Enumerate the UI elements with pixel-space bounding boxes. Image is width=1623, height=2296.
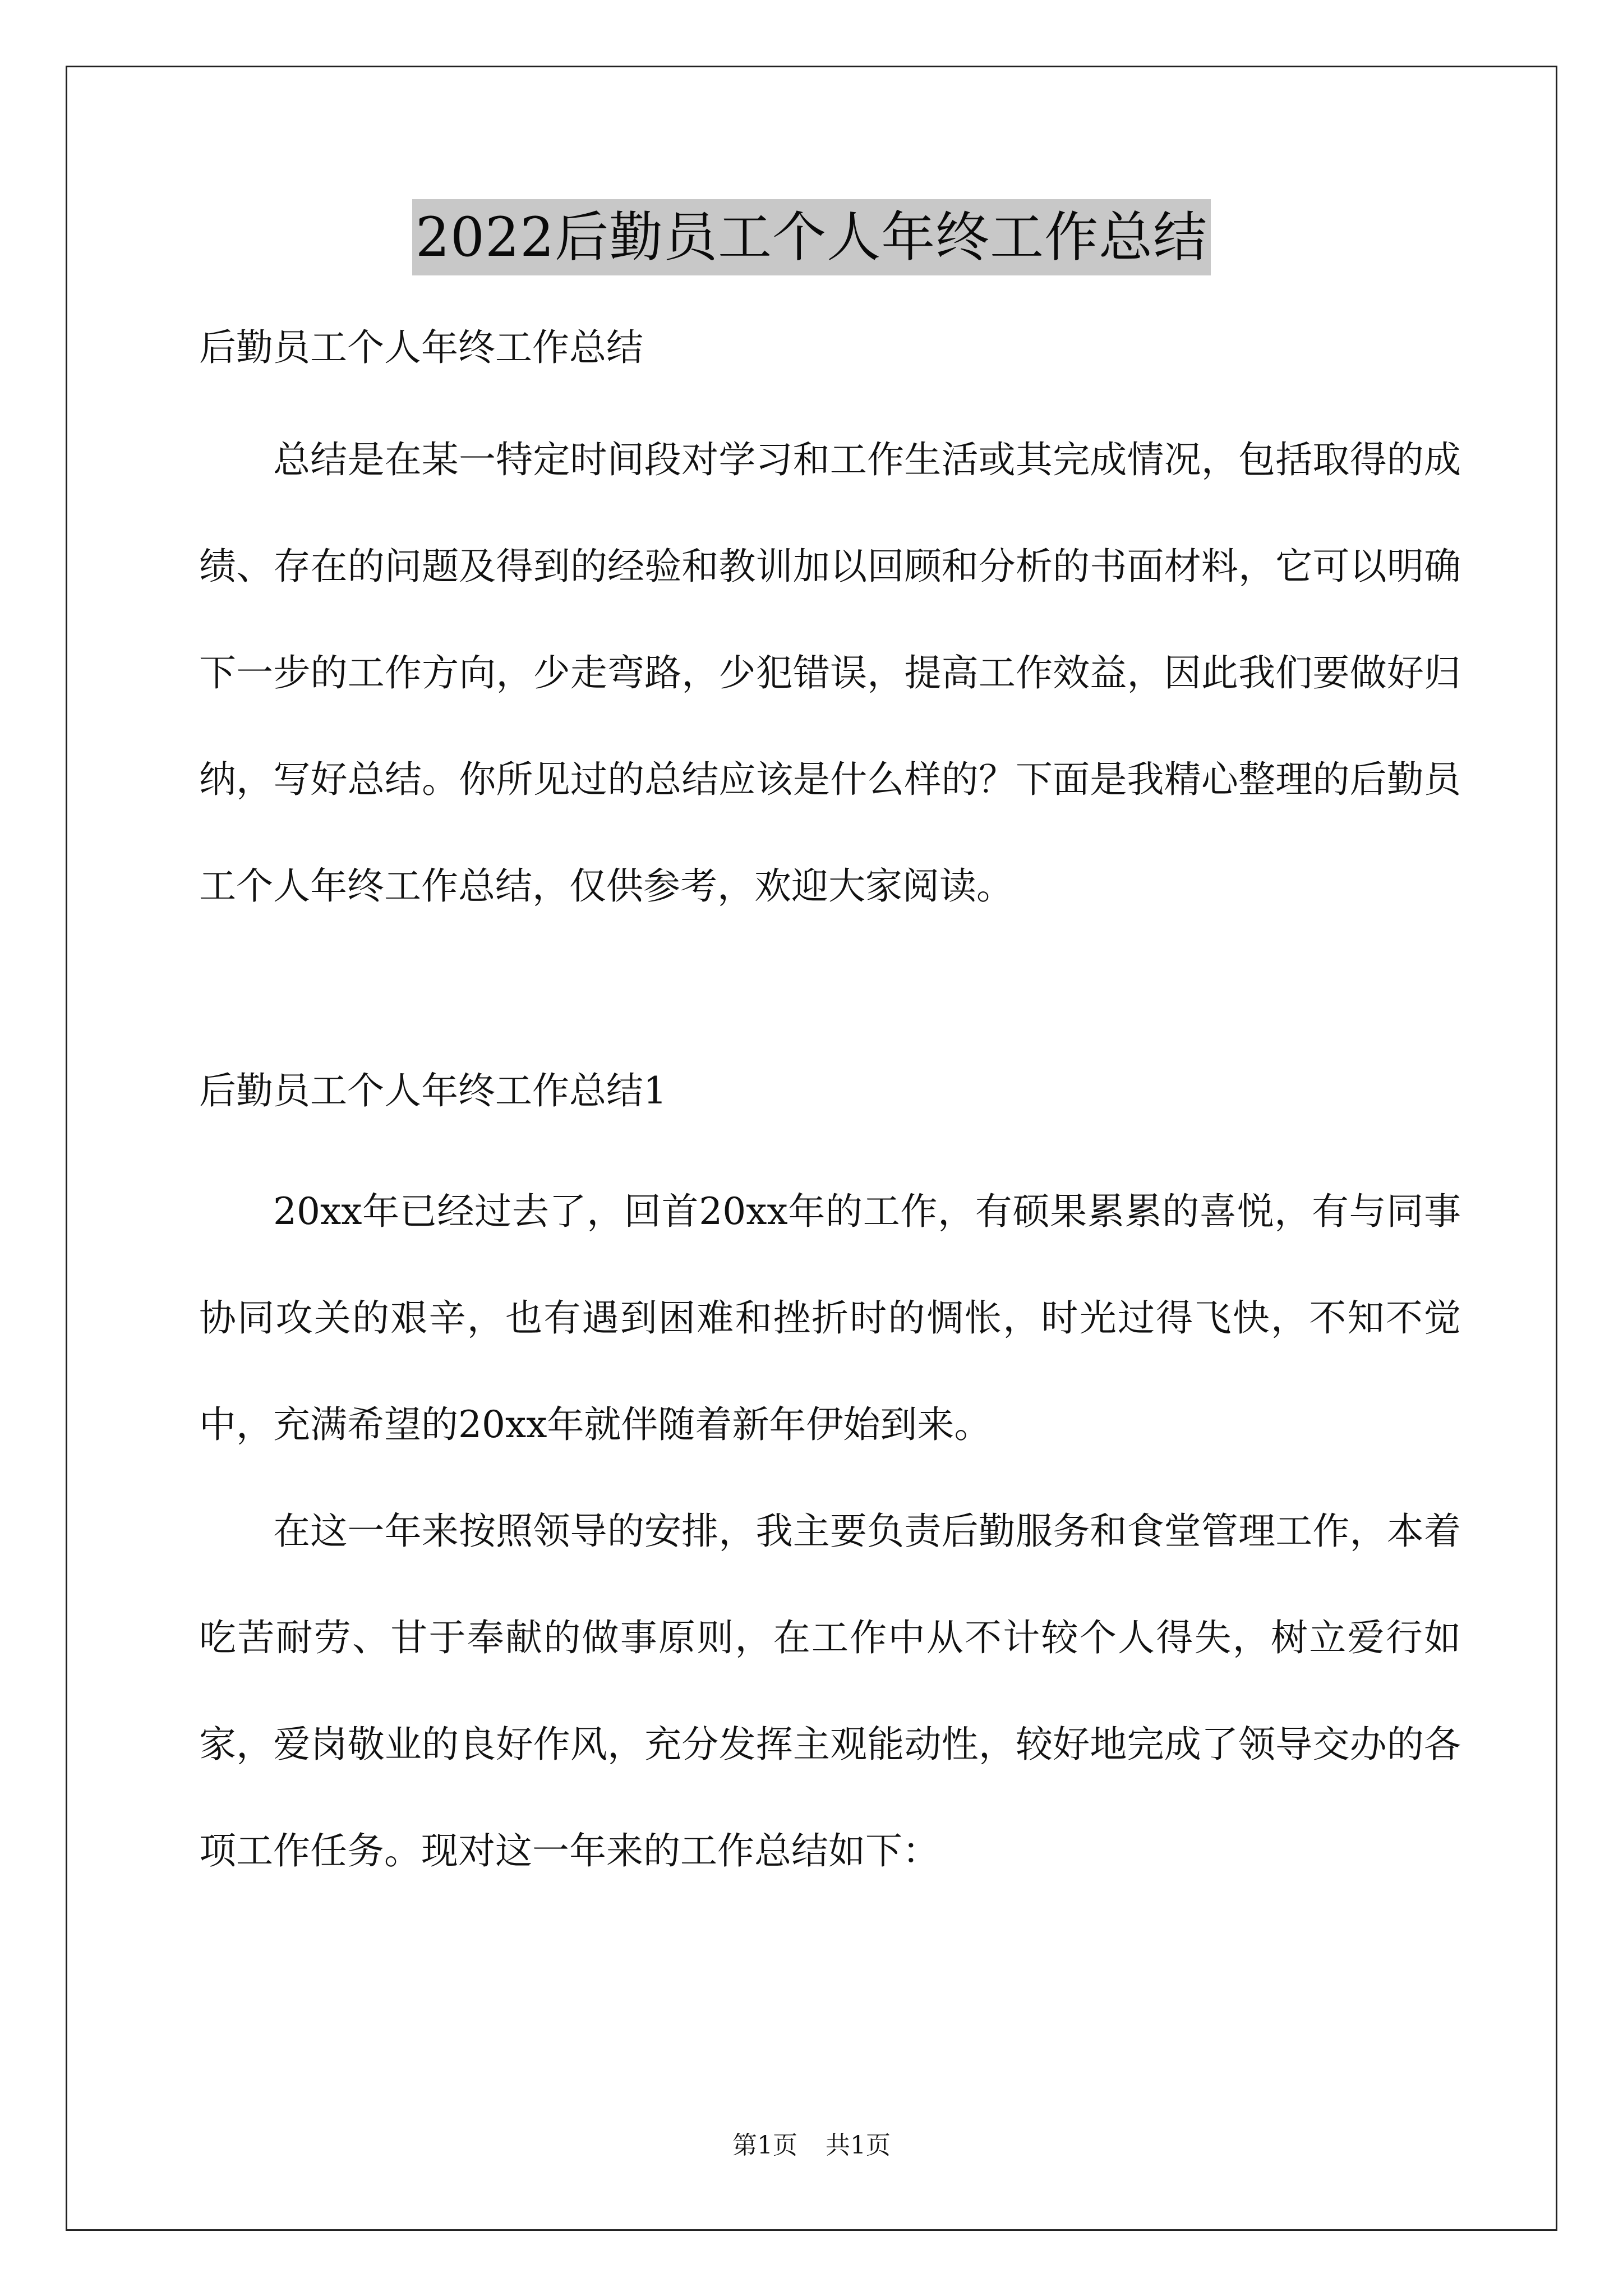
- section1-paragraph-2: 在这一年来按照领导的安排，我主要负责后勤服务和食堂管理工作，本着吃苦耐劳、甘于奉献的做事原则，在工作中从不计较个人得失，树立爱行如家，爱岗敬业的良好作风，充分发挥主观能动性，较好地完成了领导交办的各项工作任务。现对这一年来的工作总结如下：: [199, 1510, 1461, 1872]
- title-wrap: [0, 199, 1623, 275]
- page-footer: [0, 2129, 1623, 2162]
- section1-paragraph-1: 20xx年已经过去了，回首20xx年的工作，有硕果累累的喜悦，有与同事协同攻关的艰辛，也有遇到困难和挫折时的惆怅，时光过得飞快，不知不觉中，充满希望的20xx年就伴随着新年伊始到来。: [199, 1190, 1461, 1446]
- document-title: 2022后勤员工个人年终工作总结: [412, 199, 1211, 275]
- page-number: 第1页: [732, 2131, 797, 2160]
- document-body: [199, 320, 1461, 1904]
- page-total: 共1页: [826, 2131, 891, 2160]
- section-heading-1: 后勤员工个人年终工作总结1: [199, 1069, 667, 1112]
- intro-paragraph: 总结是在某一特定时间段对学习和工作生活或其完成情况，包括取得的成绩、存在的问题及得到的经验和教训加以回顾和分析的书面材料，它可以明确下一步的工作方向，少走弯路，少犯错误，提高工作效益，因此我们要做好归纳，写好总结。你所见过的总结应该是什么样的？下面是我精心整理的后勤员工个人年终工作总结，仅供参考，欢迎大家阅读。: [199, 438, 1461, 908]
- document-subtitle: 后勤员工个人年终工作总结: [199, 326, 643, 369]
